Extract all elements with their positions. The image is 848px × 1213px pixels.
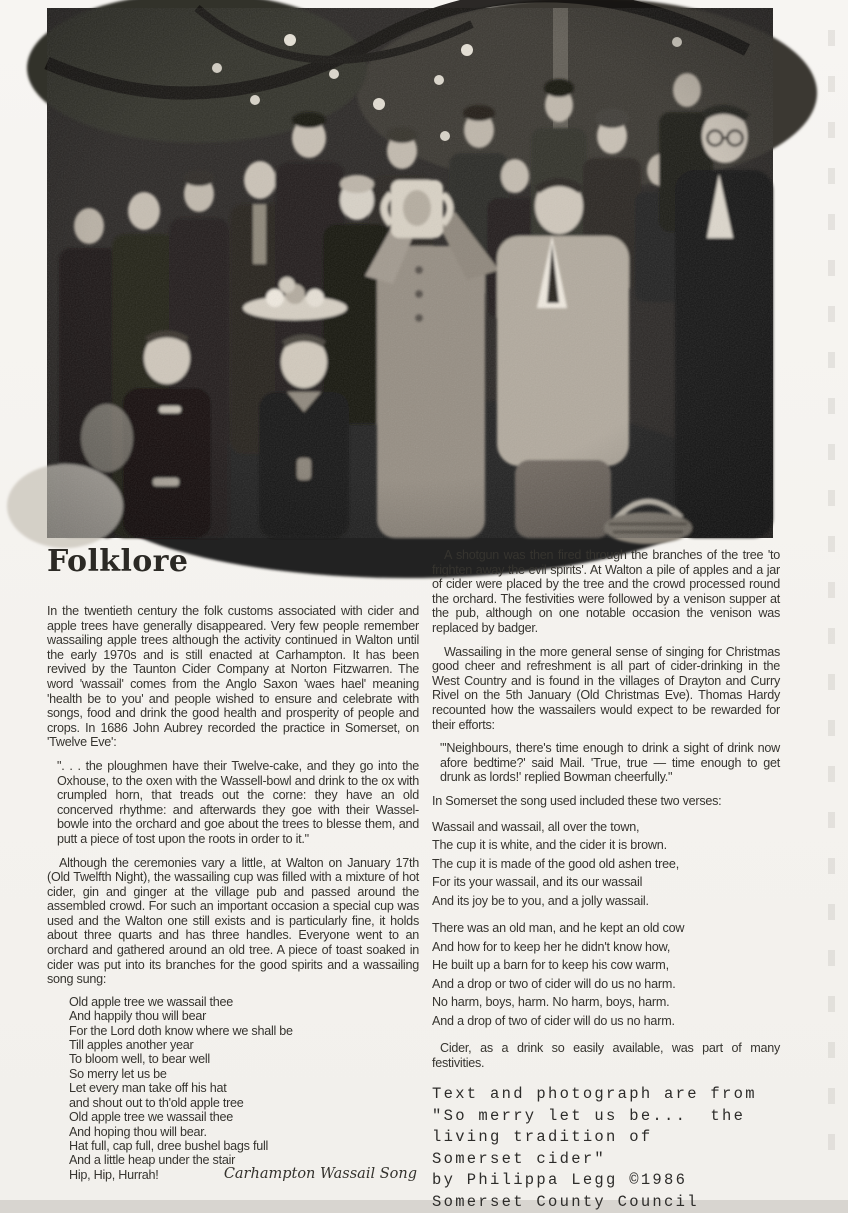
credit-line: living tradition of — [432, 1128, 653, 1147]
somerset-verse-2 — [432, 919, 780, 1030]
verse-line: For its your wassail, and its our wassail — [432, 875, 643, 889]
song-line: And hoping thou will bear. — [69, 1124, 207, 1139]
credit-line: "So merry let us be... the — [432, 1106, 746, 1125]
verse-line: He built up a barn for to keep his cow warm, — [432, 958, 669, 972]
left-column — [47, 544, 419, 1182]
credit-line: Somerset cider" — [432, 1149, 607, 1168]
page-title: Folklore — [47, 544, 189, 579]
hardy-quote: "'Neighbours, there's time enough to drink a sight of drink now afore bedtime?' said Mail. 'True, true — time enough to get drunk as lords!' replied Bowman cheerfully." — [440, 741, 780, 785]
song-line: Old apple tree we wassail thee — [69, 994, 234, 1009]
credit-line: Somerset County Council — [432, 1192, 699, 1211]
song-caption: Carhampton Wassail Song — [223, 1166, 417, 1183]
intro-paragraph: In the twentieth century the folk customs associated with cider and apple trees have generally disappeared. Very few people remember wassailing apple trees although the activity continued in Walton until the early 1970s and is still enacted at Carhampton. It has been revived by the Taunton Cider Company at Norton Fitzwarren. The word 'wassail' comes from the Anglo Saxon 'waes hael' meaning 'health be to you' and people wished to ensure and celebrate with songs, food and drink the good health and prosperity of people and crops. In 1686 John Aubrey recorded the practice in Somerset, on 'Twelve Eve': — [47, 604, 419, 750]
closing-line: Cider, as a drink so easily available, was part of many festivities. — [432, 1041, 780, 1070]
verse-line: And how for to keep her he didn't know how, — [432, 939, 671, 954]
song-line: Till apples another year — [69, 1038, 194, 1053]
right-column — [432, 548, 780, 1213]
wassail-song — [69, 995, 419, 1182]
scan-artifact — [828, 30, 835, 1170]
song-line: To bloom well, to bear well — [69, 1052, 210, 1067]
song-line: Let every man take off his hat — [69, 1081, 227, 1096]
verses-intro: In Somerset the song used included these two verses: — [432, 793, 722, 808]
song-line: Hat full, cap full, dree bushel bags full — [69, 1138, 269, 1153]
verse-line: There was an old man, and he kept an old cow — [432, 921, 685, 935]
credit-line: by Philippa Legg ©1986 — [432, 1171, 688, 1190]
verse-line: The cup it is white, and the cider it is brown. — [432, 838, 667, 852]
song-line: Hip, Hip, Hurrah! — [69, 1167, 159, 1182]
song-line: And a little heap under the stair — [69, 1153, 236, 1168]
song-line: and shout out to th'old apple tree — [69, 1095, 244, 1110]
verse-line: And a drop or two of cider will do us no harm. — [432, 976, 676, 991]
shotgun-paragraph: A shotgun was then fired through the branches of the tree 'to frighten away the evil spirits'. At Walton a pile of apples and a jar of cider were placed by the tree and the crowd processed round the orchard. The festivities were followed by a venison supper at the pub, although on one notable occasion the venison was replaced by badger. — [432, 548, 780, 635]
wassailing-paragraph: Wassailing in the more general sense of singing for Christmas good cheer and refreshment is all part of cider-drinking in the West Country and is found in the villages of Drayton and Curry Rivel on the 5th January (Old Christmas Eve). Thomas Hardy recounted how the wassailers would expect to be rewarded for their efforts: — [432, 644, 780, 732]
song-line: So merry let us be — [69, 1066, 167, 1081]
ceremonies-paragraph: Although the ceremonies vary a little, at Walton on January 17th (Old Twelfth Night), the wassailing cup was filled with a mixture of hot cider, gin and ginger at the village pub and passed around the assembled crowd. For such an important occasion a special cup was used and the Walton one still exists and is particularly fine, it holds about three quarts and has three handles. Everyone went to an orchard and gathered around an old tree. A piece of toast soaked in cider was put into its branches for the good spirits and a wassailing song sung: — [47, 855, 419, 987]
verse-line: Wassail and wassail, all over the town, — [432, 819, 640, 834]
credit-block — [432, 1084, 780, 1213]
verse-line: The cup it is made of the good old ashen tree, — [432, 856, 680, 871]
aubrey-quote: ". . . the ploughmen have their Twelve-cake, and they go into the Oxhouse, to the oxen with the Wassell-bowl and drink to the ox with crumpled horn, that treads out the corne: they have an old concerved rhythme: and afterwards they goe with their Wassel-bowle into the orchard and goe about the trees to blesse them, and putt a piece of tost upon the roots in order to it." — [57, 758, 419, 846]
verse-line: And a drop of two of cider will do us no harm. — [432, 1013, 675, 1028]
wassail-photograph — [47, 8, 773, 538]
credit-line: Text and photograph are from — [432, 1085, 757, 1104]
song-line: And happily thou will bear — [69, 1009, 207, 1024]
somerset-verse-1 — [432, 818, 780, 911]
verse-line: No harm, boys, harm. No harm, boys, harm. — [432, 995, 670, 1009]
song-line: Old apple tree we wassail thee — [69, 1110, 234, 1125]
verse-line: And its joy be to you, and a jolly wassail. — [432, 893, 649, 908]
wassail-photograph-art — [47, 8, 773, 538]
song-line: For the Lord doth know where we shall be — [69, 1023, 293, 1038]
